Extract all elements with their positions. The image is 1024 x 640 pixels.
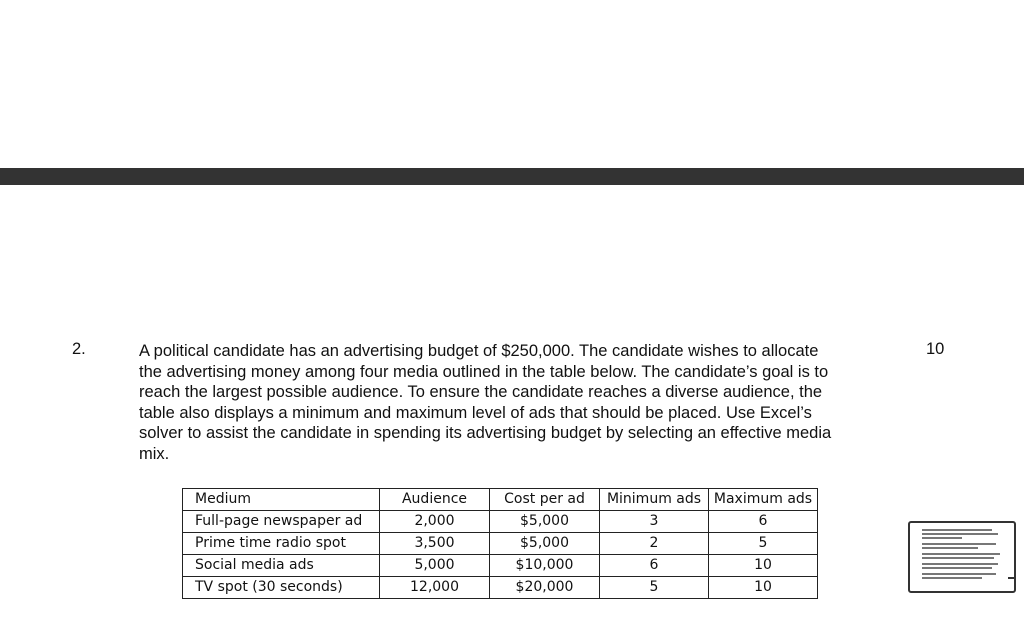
thumbnail-text-line [922,557,994,559]
thumbnail-text-line [922,553,1000,555]
table-cell: TV spot (30 seconds) [183,577,380,599]
table-header-cell: Audience [380,489,490,511]
question-points: 10 [926,340,945,358]
thumbnail-text-line [922,563,998,565]
top-divider-bar [0,168,1024,185]
thumbnail-marker [1008,577,1016,579]
table-cell: $5,000 [490,511,600,533]
table-cell: 10 [709,555,818,577]
table-cell: 6 [709,511,818,533]
table-header-row [183,489,818,511]
table-row [183,533,818,555]
thumbnail-text-line [922,567,992,569]
page-thumbnail[interactable] [908,521,1016,593]
table-cell: 3 [600,511,709,533]
table-cell: Social media ads [183,555,380,577]
table-row [183,577,818,599]
question-text: A political candidate has an advertising budget of $250,000. The candidate wishes to allocate the advertising money among four media outlined in the table below. The candidate’s goal is to reach the largest possible audience. To ensure the candidate reaches a diverse audience, the table also displays a minimum and maximum level of ads that should be placed. Use Excel’s solver to assist the candidate in spending its advertising budget by selecting an effective media mix. [139,342,832,463]
table-header-cell: Cost per ad [490,489,600,511]
table-header-cell: Minimum ads [600,489,709,511]
table-cell: Prime time radio spot [183,533,380,555]
table-cell: Full-page newspaper ad [183,511,380,533]
table-cell: 2,000 [380,511,490,533]
table-cell: 3,500 [380,533,490,555]
table-cell: 6 [600,555,709,577]
thumbnail-text-line [922,537,962,539]
thumbnail-text-line [922,573,996,575]
table-cell: $5,000 [490,533,600,555]
table-cell: 10 [709,577,818,599]
thumbnail-text-line [922,577,982,579]
table-header-cell: Maximum ads [709,489,818,511]
question-number: 2. [72,340,86,358]
table-row [183,511,818,533]
table-cell: 12,000 [380,577,490,599]
table-cell: 5 [600,577,709,599]
thumbnail-text-line [922,543,996,545]
table-cell: 2 [600,533,709,555]
table-row [183,555,818,577]
table-header-cell: Medium [183,489,380,511]
table-cell: $20,000 [490,577,600,599]
table-cell: 5 [709,533,818,555]
thumbnail-text-line [922,547,978,549]
table-cell: $10,000 [490,555,600,577]
table-cell: 5,000 [380,555,490,577]
thumbnail-text-line [922,529,992,531]
media-table [182,488,818,599]
thumbnail-text-line [922,533,998,535]
